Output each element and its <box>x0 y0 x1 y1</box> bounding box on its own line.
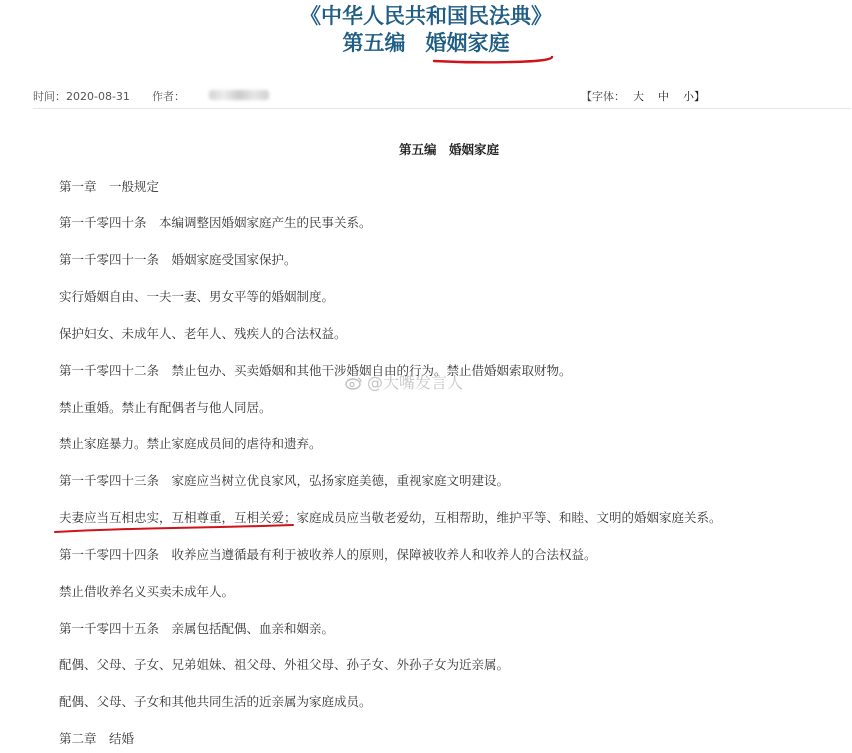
weibo-logo-icon <box>345 376 363 390</box>
highlight-underline-mark <box>53 523 295 535</box>
paragraph: 禁止重婚。禁止有配偶者与他人同居。 <box>59 400 272 415</box>
author-label: 作者： <box>152 90 185 103</box>
font-size-medium-button[interactable]: 中 <box>658 90 669 103</box>
paragraph: 禁止借收养名义买卖未成年人。 <box>59 584 235 599</box>
title-underline-mark <box>432 53 554 67</box>
paragraph: 第一千零四十三条 家庭应当树立优良家风，弘扬家庭美德，重视家庭文明建设。 <box>59 473 510 488</box>
paragraph: 配偶、父母、子女、兄弟姐妹、祖父母、外祖父母、孙子女、外孙子女为近亲属。 <box>59 657 510 672</box>
font-size-small-button[interactable]: 小】 <box>683 90 705 103</box>
paragraph: 禁止家庭暴力。禁止家庭成员间的虐待和遗弃。 <box>59 436 322 451</box>
paragraph: 第一千零四十四条 收养应当遵循最有利于被收养人的原则，保障被收养人和收养人的合法权益。 <box>59 547 597 562</box>
paragraph: 保护妇女、未成年人、老年人、残疾人的合法权益。 <box>59 326 347 341</box>
paragraph: 第一千零四十五条 亲属包括配偶、血亲和姻亲。 <box>59 621 335 636</box>
part-title <box>0 29 852 57</box>
part-name: 婚姻家庭 <box>425 30 510 55</box>
font-size-label: 【字体： <box>581 90 625 103</box>
article-meta-bar <box>33 86 851 109</box>
author-name-blurred <box>209 90 269 100</box>
font-size-large-button[interactable]: 大 <box>633 90 644 103</box>
law-title: 《中华人民共和国民法典》 <box>300 3 552 28</box>
paragraph: 第二章 结婚 <box>59 731 135 746</box>
paragraph: 第一千零四十二条 禁止包办、买卖婚姻和其他干涉婚姻自由的行为。禁止借婚姻索取财物。 <box>59 363 572 378</box>
font-size-control <box>581 88 719 104</box>
paragraph: 实行婚姻自由、一夫一妻、男女平等的婚姻制度。 <box>59 289 335 304</box>
paragraph: 第一章 一般规定 <box>59 179 160 194</box>
body-part-heading: 第五编 婚姻家庭 <box>398 142 499 157</box>
watermark <box>345 370 463 393</box>
paragraph: 配偶、父母、子女和其他共同生活的近亲属为家庭成员。 <box>59 694 372 709</box>
paragraph: 夫妻应当互相忠实，互相尊重，互相关爱；家庭成员应当敬老爱幼，互相帮助，维护平等、和睦、文明的婚姻家庭关系。 <box>59 510 722 525</box>
page-title-block <box>0 2 852 57</box>
paragraph: 第一千零四十条 本编调整因婚姻家庭产生的民事关系。 <box>59 215 372 230</box>
part-number: 第五编 <box>342 30 406 55</box>
watermark-text: @大嘴发言人 <box>367 373 464 392</box>
publish-time: 时间：2020-08-31 <box>33 90 130 103</box>
paragraph: 第一千零四十一条 婚姻家庭受国家保护。 <box>59 252 297 267</box>
